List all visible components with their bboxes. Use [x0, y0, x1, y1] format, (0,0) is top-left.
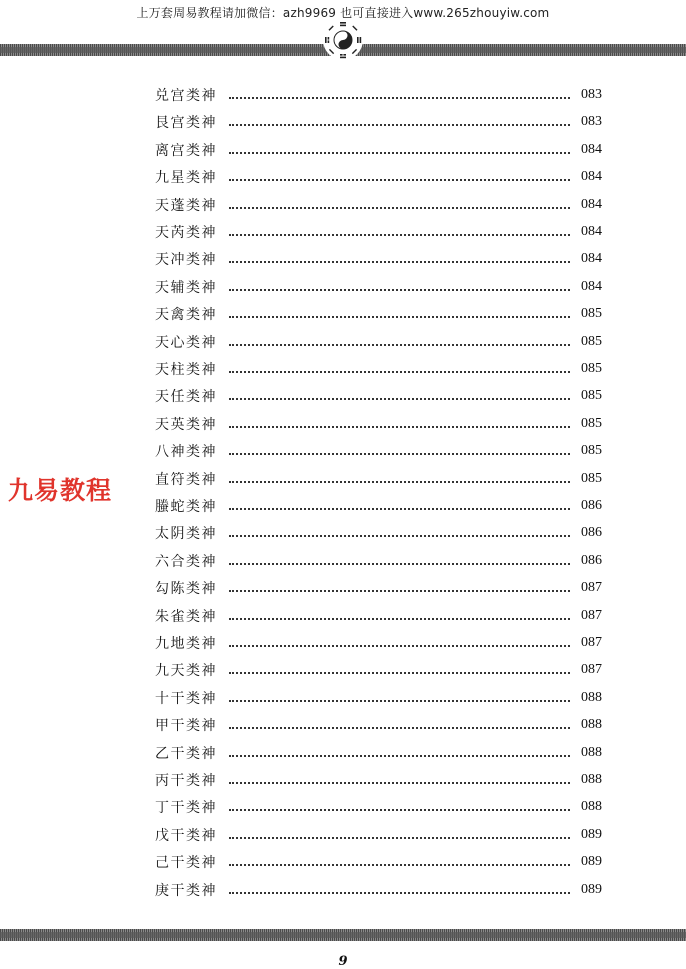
- toc-dot-leader: [229, 289, 570, 291]
- toc-entry-page: 085: [581, 361, 602, 376]
- toc-entry-page: 084: [581, 141, 602, 157]
- toc-entry-title: 天任类神: [155, 389, 217, 406]
- toc-entry-page: 085: [581, 333, 602, 349]
- toc-entry-page: 089: [581, 826, 602, 842]
- toc-entry[interactable]: [155, 548, 602, 574]
- toc-entry-title: 离宫类神: [155, 142, 217, 159]
- toc-entry-page: 088: [581, 772, 602, 787]
- toc-entry-title: 乙干类神: [155, 745, 217, 762]
- toc-entry-page: 089: [581, 881, 602, 897]
- bottom-decorative-rule: [0, 929, 686, 941]
- toc-dot-leader: [229, 782, 570, 784]
- toc-entry-page: 085: [581, 470, 602, 486]
- toc-dot-leader: [229, 892, 570, 894]
- toc-dot-leader: [229, 179, 570, 181]
- toc-dot-leader: [229, 426, 570, 428]
- toc-entry-title: 九星类神: [155, 170, 217, 187]
- toc-dot-leader: [229, 508, 570, 510]
- toc-entry-page: 087: [581, 607, 602, 623]
- toc-entry-page: 086: [581, 498, 602, 513]
- toc-dot-leader: [229, 727, 570, 729]
- toc-entry-page: 088: [581, 799, 602, 815]
- toc-entry-title: 八神类神: [155, 444, 217, 461]
- toc-entry-page: 083: [581, 114, 602, 130]
- toc-entry[interactable]: [155, 164, 602, 190]
- toc-entry-title: 天柱类神: [155, 362, 217, 378]
- toc-entry-title: 九地类神: [155, 636, 217, 652]
- toc-entry[interactable]: [155, 438, 602, 464]
- toc-entry[interactable]: [155, 630, 602, 656]
- toc-entry-page: 084: [581, 224, 602, 239]
- toc-entry-page: 087: [581, 580, 602, 596]
- toc-entry[interactable]: [155, 329, 602, 355]
- toc-entry-title: 天英类神: [155, 416, 217, 433]
- toc-entry[interactable]: [155, 603, 602, 629]
- toc-dot-leader: [229, 672, 570, 674]
- toc-dot-leader: [229, 809, 570, 811]
- toc-dot-leader: [229, 535, 570, 537]
- toc-dot-leader: [229, 261, 570, 263]
- toc-entry-page: 087: [581, 662, 602, 678]
- toc-entry-page: 084: [581, 196, 602, 212]
- toc-entry-title: 太阴类神: [155, 526, 217, 543]
- toc-entry-title: 天辅类神: [155, 279, 217, 296]
- toc-dot-leader: [229, 618, 570, 620]
- toc-dot-leader: [229, 344, 570, 346]
- toc-dot-leader: [229, 316, 570, 318]
- header-banner-text: 上万套周易教程请加微信：azh9969 也可直接进入www.265zhouyiw.com: [136, 6, 550, 20]
- toc-entry-page: 086: [581, 525, 602, 541]
- watermark-text: 九易教程: [8, 476, 113, 505]
- toc-entry[interactable]: [155, 822, 602, 848]
- toc-entry[interactable]: [155, 575, 602, 601]
- toc-entry-title: 戊干类神: [155, 827, 217, 844]
- toc-dot-leader: [229, 590, 570, 592]
- toc-entry[interactable]: [155, 794, 602, 820]
- toc-entry-title: 兑宫类神: [155, 88, 217, 104]
- toc-entry-title: 六合类神: [155, 553, 217, 570]
- toc-entry[interactable]: [155, 383, 602, 409]
- toc-dot-leader: [229, 481, 570, 483]
- toc-entry-title: 天冲类神: [155, 252, 217, 269]
- toc-entry-page: 088: [581, 744, 602, 760]
- toc-entry-page: 083: [581, 87, 602, 102]
- toc-entry-page: 084: [581, 278, 602, 294]
- toc-dot-leader: [229, 645, 570, 647]
- toc-entry[interactable]: [155, 301, 602, 327]
- toc-entry[interactable]: [155, 767, 602, 793]
- toc-dot-leader: [229, 837, 570, 839]
- toc-entry[interactable]: [155, 877, 602, 903]
- toc-entry-title: 九天类神: [155, 663, 217, 680]
- toc-entry[interactable]: [155, 274, 602, 300]
- toc-dot-leader: [229, 371, 570, 373]
- toc-entry-page: 084: [581, 251, 602, 267]
- toc-dot-leader: [229, 563, 570, 565]
- toc-entry-title: 天心类神: [155, 334, 217, 351]
- bagua-taiji-icon: [323, 20, 363, 60]
- toc-entry[interactable]: [155, 657, 602, 683]
- toc-entry-title: 艮宫类神: [155, 115, 217, 132]
- toc-entry[interactable]: [155, 520, 602, 546]
- toc-entry[interactable]: [155, 109, 602, 135]
- toc-entry-page: 088: [581, 689, 602, 705]
- toc-entry-title: 十干类神: [155, 690, 217, 707]
- toc-entry[interactable]: [155, 82, 602, 108]
- toc-entry-title: 庚干类神: [155, 882, 217, 899]
- toc-entry-title: 甲干类神: [155, 718, 217, 735]
- toc-entry-page: 088: [581, 717, 602, 733]
- toc-entry-page: 086: [581, 552, 602, 568]
- toc-entry-title: 己干类神: [155, 855, 217, 872]
- toc-entry-title: 丁干类神: [155, 800, 217, 817]
- toc-entry-page: 087: [581, 635, 602, 650]
- toc-dot-leader: [229, 97, 570, 99]
- toc-entry-page: 089: [581, 854, 602, 870]
- toc-dot-leader: [229, 398, 570, 400]
- toc-entry[interactable]: [155, 246, 602, 272]
- toc-entry[interactable]: [155, 192, 602, 218]
- toc-entry-page: 084: [581, 169, 602, 185]
- toc-dot-leader: [229, 124, 570, 126]
- toc-dot-leader: [229, 700, 570, 702]
- toc-entry-page: 085: [581, 415, 602, 431]
- toc-entry-title: 直符类神: [155, 471, 217, 488]
- toc-entry[interactable]: [155, 685, 602, 711]
- toc-entry-page: 085: [581, 388, 602, 404]
- toc-entry[interactable]: [155, 849, 602, 875]
- toc-entry[interactable]: [155, 219, 602, 245]
- toc-entry[interactable]: [155, 356, 602, 382]
- toc-entry[interactable]: [155, 740, 602, 766]
- toc-dot-leader: [229, 453, 570, 455]
- toc-entry[interactable]: [155, 712, 602, 738]
- toc-dot-leader: [229, 755, 570, 757]
- toc-entry-title: 螣蛇类神: [155, 499, 217, 515]
- toc-entry-page: 085: [581, 443, 602, 459]
- toc-entry-title: 天禽类神: [155, 307, 217, 324]
- toc-entry-page: 085: [581, 306, 602, 322]
- toc-entry-title: 天芮类神: [155, 225, 217, 241]
- toc-entry-title: 勾陈类神: [155, 581, 217, 598]
- toc-dot-leader: [229, 234, 570, 236]
- page-number: 9: [338, 954, 348, 969]
- toc-dot-leader: [229, 152, 570, 154]
- toc-entry-title: 丙干类神: [155, 773, 217, 789]
- toc-entry[interactable]: [155, 137, 602, 163]
- toc-entry[interactable]: [155, 466, 602, 492]
- toc-dot-leader: [229, 864, 570, 866]
- toc-entry-title: 朱雀类神: [155, 608, 217, 625]
- toc-entry[interactable]: [155, 493, 602, 519]
- toc-entry-title: 天蓬类神: [155, 197, 217, 214]
- toc-dot-leader: [229, 207, 570, 209]
- toc-entry[interactable]: [155, 411, 602, 437]
